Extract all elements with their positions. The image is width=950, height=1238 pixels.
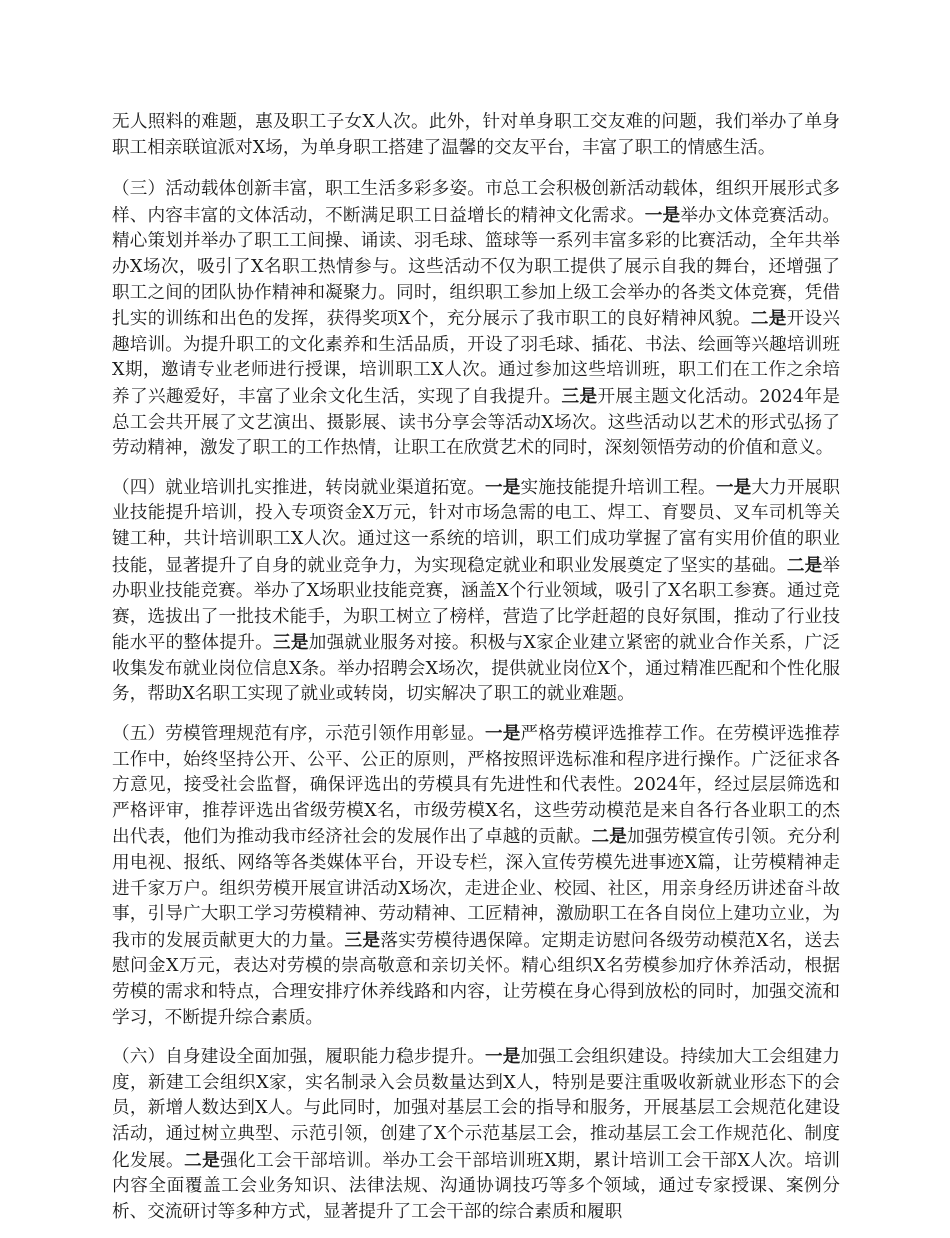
paragraph xyxy=(112,475,840,708)
emphasis-marker: 一是 xyxy=(484,723,521,745)
paragraph-text: 落实劳模待遇保障。定期走访慰问各级劳动模范X名，送去慰问金X万元，表达对劳模的崇高敬意和亲切关怀。精心组织X名劳模参加疗休养活动，根据劳模的需求和特点，合理安排疗休养线路和内容，让劳模在身心得到放松的同时，加强交流和学习，不断提升综合素质。 xyxy=(112,930,840,1028)
paragraph-text: 实施技能提升培训工程。 xyxy=(520,477,716,498)
emphasis-marker: 一是 xyxy=(484,1046,521,1068)
paragraph-text: 举办职业技能竞赛。举办了X场职业技能竞赛，涵盖X个行业领域，吸引了X名职工参赛。通过竞赛，选拔出了一批技术能手，为职工树立了榜样，营造了比学赶超的良好氛围，推动了行业技能水平的整体提升。 xyxy=(112,555,840,654)
paragraph-text: 开设兴趣培训。为提升职工的文化素养和生活品质，开设了羽毛球、插花、书法、绘画等兴趣培训班X期，邀请专业老师进行授课，培训职工X人次。通过参加这些培训班，职工们在工作之余培养了兴趣爱好，丰富了业余文化生活，实现了自我提升。 xyxy=(112,309,840,407)
paragraph xyxy=(112,1044,840,1225)
paragraph-text: 强化工会干部培训。举办工会干部培训班X期，累计培训工会干部X人次。培训内容全面覆盖工会业务知识、法律法规、沟通协调技巧等多个领域，通过专家授课、案例分析、交流研讨等多种方式，显著提升了工会干部的综合素质和履职 xyxy=(112,1150,840,1222)
emphasis-marker: 三是 xyxy=(344,929,381,951)
paragraph-text: （四）就业培训扎实推进，转岗就业渠道拓宽。 xyxy=(112,477,485,498)
document-page xyxy=(112,110,840,1238)
paragraph-text: （五）劳模管理规范有序，示范引领作用彰显。 xyxy=(112,724,485,745)
paragraph-text: （六）自身建设全面加强，履职能力稳步提升。 xyxy=(112,1047,485,1068)
paragraph-text: 加强劳模宣传引领。充分利用电视、报纸、网络等各类媒体平台，开设专栏，深入宣传劳模先进事迹X篇，让劳模精神走进千家万户。组织劳模开展宣讲活动X场次，走进企业、校园、社区，用亲身经历讲述奋斗故事，引导广大职工学习劳模精神、劳动精神、工匠精神，激励职工在各自岗位上建功立业，为我市的发展贡献更大的力量。 xyxy=(112,827,840,951)
paragraph-text: 加强工会组织建设。持续加大工会组建力度，新建工会组织X家，实名制录入会员数量达到X人，特别是要注重吸收新就业形态下的会员，新增人数达到X人。与此同时，加强对基层工会的指导和服务，开展基层工会规范化建设活动，通过树立典型、示范引领，创建了X个示范基层工会，推动基层工会工作规范化、制度化发展。 xyxy=(112,1047,840,1171)
paragraph xyxy=(112,721,840,1031)
paragraph-text: 大力开展职业技能提升培训，投入专项资金X万元，针对市场急需的电工、焊工、育婴员、叉车司机等关键工种，共计培训职工X人次。通过这一系统的培训，职工们成功掌握了富有实用价值的职业技能，显著提升了自身的就业竞争力，为实现稳定就业和职业发展奠定了坚实的基础。 xyxy=(112,477,840,576)
emphasis-marker: 一是 xyxy=(715,476,752,498)
paragraph-text: 严格劳模评选推荐工作。在劳模评选推荐工作中，始终坚持公开、公平、公正的原则，严格按照评选标准和程序进行操作。广泛征求各方意见，接受社会监督，确保评选出的劳模具有先进性和代表性。2024年，经过层层筛选和严格评审，推荐评选出省级劳模X名，市级劳模X名，这些劳动模范是来自各行各业职工的杰出代表，他们为推动我市经济社会的发展作出了卓越的贡献。 xyxy=(112,724,840,848)
emphasis-marker: 二是 xyxy=(786,554,823,576)
paragraph-text: （三）活动载体创新丰富，职工生活多彩多姿。市总工会积极创新活动载体，组织开展形式多样、内容丰富的文体活动，不断满足职工日益增长的精神文化需求。 xyxy=(112,179,840,226)
emphasis-marker: 三是 xyxy=(272,632,309,654)
paragraph-text: 举办文体竞赛活动。精心策划并举办了职工工间操、诵读、羽毛球、篮球等一系列丰富多彩的比赛活动，全年共举办X场次，吸引了X名职工热情参与。这些活动不仅为职工提供了展示自我的舞台，还增强了职工之间的团队协作精神和凝聚力。同时，组织职工参加上级工会举办的各类文体竞赛，凭借扎实的训练和出色的发挥，获得奖项X个，充分展示了我市职工的良好精神风貌。 xyxy=(112,205,840,330)
emphasis-marker: 二是 xyxy=(750,308,787,330)
paragraph-text: 无人照料的难题，惠及职工子女X人次。此外，针对单身职工交友难的问题，我们举办了单身职工相亲联谊派对X场，为单身职工搭建了温馨的交友平台，丰富了职工的情感生活。 xyxy=(112,112,840,158)
paragraph xyxy=(112,177,840,462)
paragraph xyxy=(112,110,840,161)
emphasis-marker: 一是 xyxy=(644,204,681,226)
paragraph-text: 开展主题文化活动。2024年是总工会共开展了文艺演出、摄影展、读书分享会等活动X场次。这些活动以艺术的形式弘扬了劳动精神，激发了职工的工作热情，让职工在欣赏艺术的同时，深刻领悟劳动的价值和意义。 xyxy=(112,386,840,459)
emphasis-marker: 二是 xyxy=(591,826,628,848)
emphasis-marker: 三是 xyxy=(561,385,598,407)
paragraph-text: 加强就业服务对接。积极与X家企业建立紧密的就业合作关系，广泛收集发布就业岗位信息X条。举办招聘会X场次，提供就业岗位X个，通过精准匹配和个性化服务，帮助X名职工实现了就业或转岗，切实解决了职工的就业难题。 xyxy=(112,633,840,705)
emphasis-marker: 一是 xyxy=(484,476,521,498)
emphasis-marker: 二是 xyxy=(184,1149,221,1171)
